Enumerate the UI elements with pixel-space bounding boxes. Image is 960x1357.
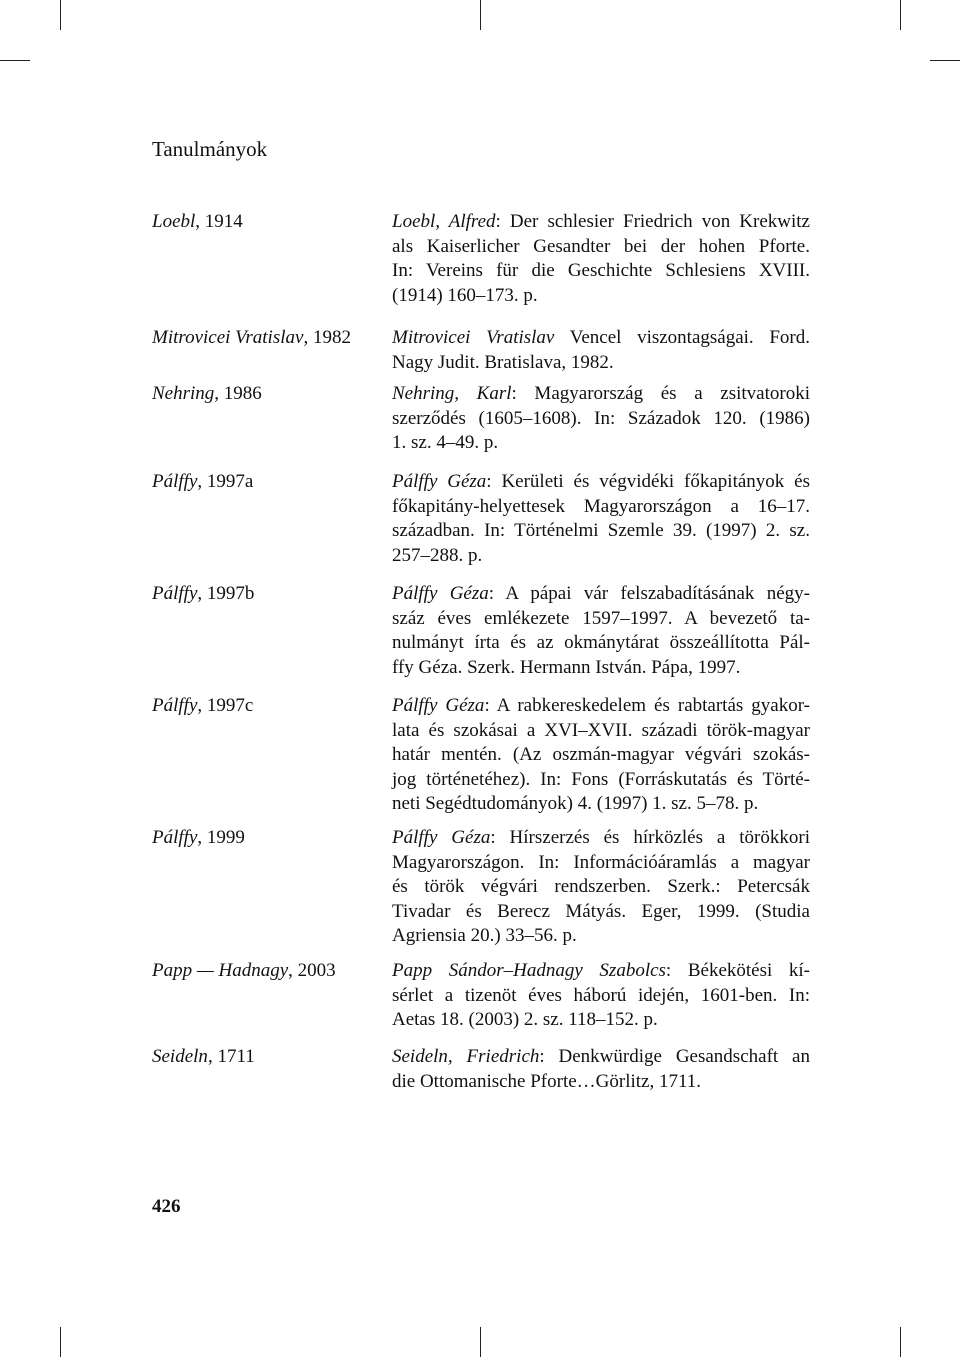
page-number: 426 [152,1196,181,1217]
citation-text: : Békekötési kí- [665,960,810,981]
citation-text: : Hírszerzés és hírközlés a törökkori [490,827,810,848]
citation-line [392,607,810,632]
citation-line [392,631,810,656]
citation-line [392,851,810,876]
crop-mark-bottom-right [900,1327,901,1357]
reference-key-year: , 1914 [195,211,243,232]
crop-mark-left-top [0,60,30,61]
reference-key-year: , 1999 [197,827,245,848]
reference-citation [392,210,810,308]
citation-line [392,900,810,925]
citation-author: Pálffy Géza [392,695,485,716]
reference-citation [392,470,810,568]
reference-key-author: Pálffy [152,827,198,848]
reference-key [152,582,254,607]
citation-text: : Magyarország és a zsitvatoroki [511,383,810,404]
citation-text: : Denkwürdige Gesandschaft an [539,1046,810,1067]
citation-line [392,1070,810,1095]
citation-line [392,519,810,544]
citation-text: lata és szokásai a XVI–XVII. századi török-magyar [392,719,810,741]
running-header: Tanulmányok [152,137,268,161]
citation-author: Pálffy Géza [392,827,491,848]
citation-text: jog történetéhez). In: Fons (Forráskutatás és Törté- [392,768,810,790]
citation-line [392,875,810,900]
citation-text: : Der schlesier Friedrich von Krekwitz [495,211,810,232]
citation-text: szerződés (1605–1608). In: Századok 120. (1986) [392,407,810,429]
citation-text: száz éves emlékezete 1597–1997. A bevezető ta- [392,607,810,629]
citation-text: Tivadar és Berecz Mátyás. Eger, 1999. (Studia [392,900,810,922]
reference-citation [392,382,810,456]
citation-text: Nagy Judit. Bratislava, 1982. [392,351,614,373]
citation-line [392,694,810,719]
reference-key [152,826,245,851]
citation-text: ffy Géza. Szerk. Hermann István. Pápa, 1997. [392,656,741,678]
citation-text: és török végvári rendszerben. Szerk.: Petercsák [392,876,810,898]
citation-text: Vencel viszontagságai. Ford. [554,327,811,348]
citation-line [392,719,810,744]
citation-text: 1. sz. 4–49. p. [392,432,499,454]
reference-key [152,694,253,719]
reference-key-year: , 1982 [303,327,351,348]
crop-mark-right-top [930,60,960,61]
reference-key-year: , 1997c [197,695,254,716]
reference-key-year: , 2003 [288,960,336,981]
citation-author: Seideln, Friedrich [392,1046,540,1067]
citation-text: als Kaiserlicher Gesandter bei der hohen Pforte. [392,235,810,257]
citation-line [392,1008,810,1033]
reference-citation [392,826,810,949]
citation-author: Loebl, Alfred [392,211,496,232]
citation-author: Pálffy Géza [392,471,487,492]
reference-key-author: Mitrovicei Vratislav [152,327,304,348]
citation-text: Aetas 18. (2003) 2. sz. 118–152. p. [392,1009,658,1031]
citation-line [392,210,810,235]
citation-text: Magyarországon. In: Információáramlás a magyar [392,851,810,873]
reference-citation [392,326,810,375]
reference-citation [392,959,810,1033]
citation-line [392,259,810,284]
citation-line [392,382,810,407]
citation-author: Pálffy Géza [392,583,489,604]
citation-text: neti Segédtudományok) 4. (1997) 1. sz. 5–78. p. [392,793,759,815]
citation-line [392,235,810,260]
reference-key [152,382,262,407]
crop-mark-bottom-center [480,1327,481,1357]
citation-text: die Ottomanische Pforte…Görlitz, 1711. [392,1070,702,1092]
citation-line [392,924,810,949]
citation-line [392,959,810,984]
reference-key [152,959,336,984]
citation-line [392,351,810,376]
crop-mark-bottom-left [60,1327,61,1357]
citation-line [392,826,810,851]
citation-line [392,544,810,569]
reference-key-year: , 1711 [207,1046,255,1067]
reference-key-author: Pálffy [152,695,198,716]
citation-text: Agriensia 20.) 33–56. p. [392,925,577,947]
citation-text: : A pápai vár felszabadításának négy- [488,583,810,604]
reference-citation [392,694,810,817]
citation-text: : Kerületi és végvidéki főkapitányok és [486,471,810,492]
citation-text: nulmányt írta és az okmánytárat összeállította Pál- [392,632,810,654]
reference-key-year: , 1997a [197,471,254,492]
citation-line [392,431,810,456]
citation-line [392,407,810,432]
citation-line [392,582,810,607]
citation-text: In: Vereins für die Geschichte Schlesiens XVIII. [392,260,810,282]
citation-text: : A rabkereskedelem és rabtartás gyakor- [484,695,810,716]
reference-key-author: Papp — Hadnagy [152,960,289,981]
crop-mark-top-right [900,0,901,30]
citation-line [392,470,810,495]
citation-text: főkapitány-helyettesek Magyarországon a 16–17. [392,495,810,517]
citation-author: Papp Sándor–Hadnagy Szabolcs [392,960,666,981]
citation-line [392,984,810,1009]
citation-author: Nehring, Karl [392,383,512,404]
reference-key-author: Pálffy [152,583,198,604]
citation-line [392,495,810,520]
citation-line [392,768,810,793]
reference-citation [392,1045,810,1094]
reference-key-author: Nehring [152,383,215,404]
citation-text: határ mentén. (Az oszmán-magyar végvári szokás- [392,744,810,766]
reference-key [152,326,351,351]
citation-line [392,656,810,681]
citation-text: (1914) 160–173. p. [392,284,538,306]
citation-text: században. In: Történelmi Szemle 39. (1997) 2. sz. [392,520,810,542]
citation-text: sérlet a tizenöt éves háború idején, 1601-ben. In: [392,984,810,1006]
reference-key-year: , 1986 [214,383,262,404]
reference-key-year: , 1997b [197,583,255,604]
reference-key [152,210,243,235]
reference-citation [392,582,810,680]
reference-key-author: Seideln [152,1046,208,1067]
citation-author: Mitrovicei Vratislav [392,327,555,348]
citation-line [392,1045,810,1070]
crop-mark-top-left [60,0,61,30]
citation-line [392,792,810,817]
citation-line [392,743,810,768]
reference-key-author: Pálffy [152,471,198,492]
reference-key [152,1045,255,1070]
citation-line [392,284,810,309]
reference-key-author: Loebl [152,211,196,232]
citation-line [392,326,810,351]
reference-key [152,470,253,495]
crop-mark-top-center [480,0,481,30]
citation-text: 257–288. p. [392,544,483,566]
